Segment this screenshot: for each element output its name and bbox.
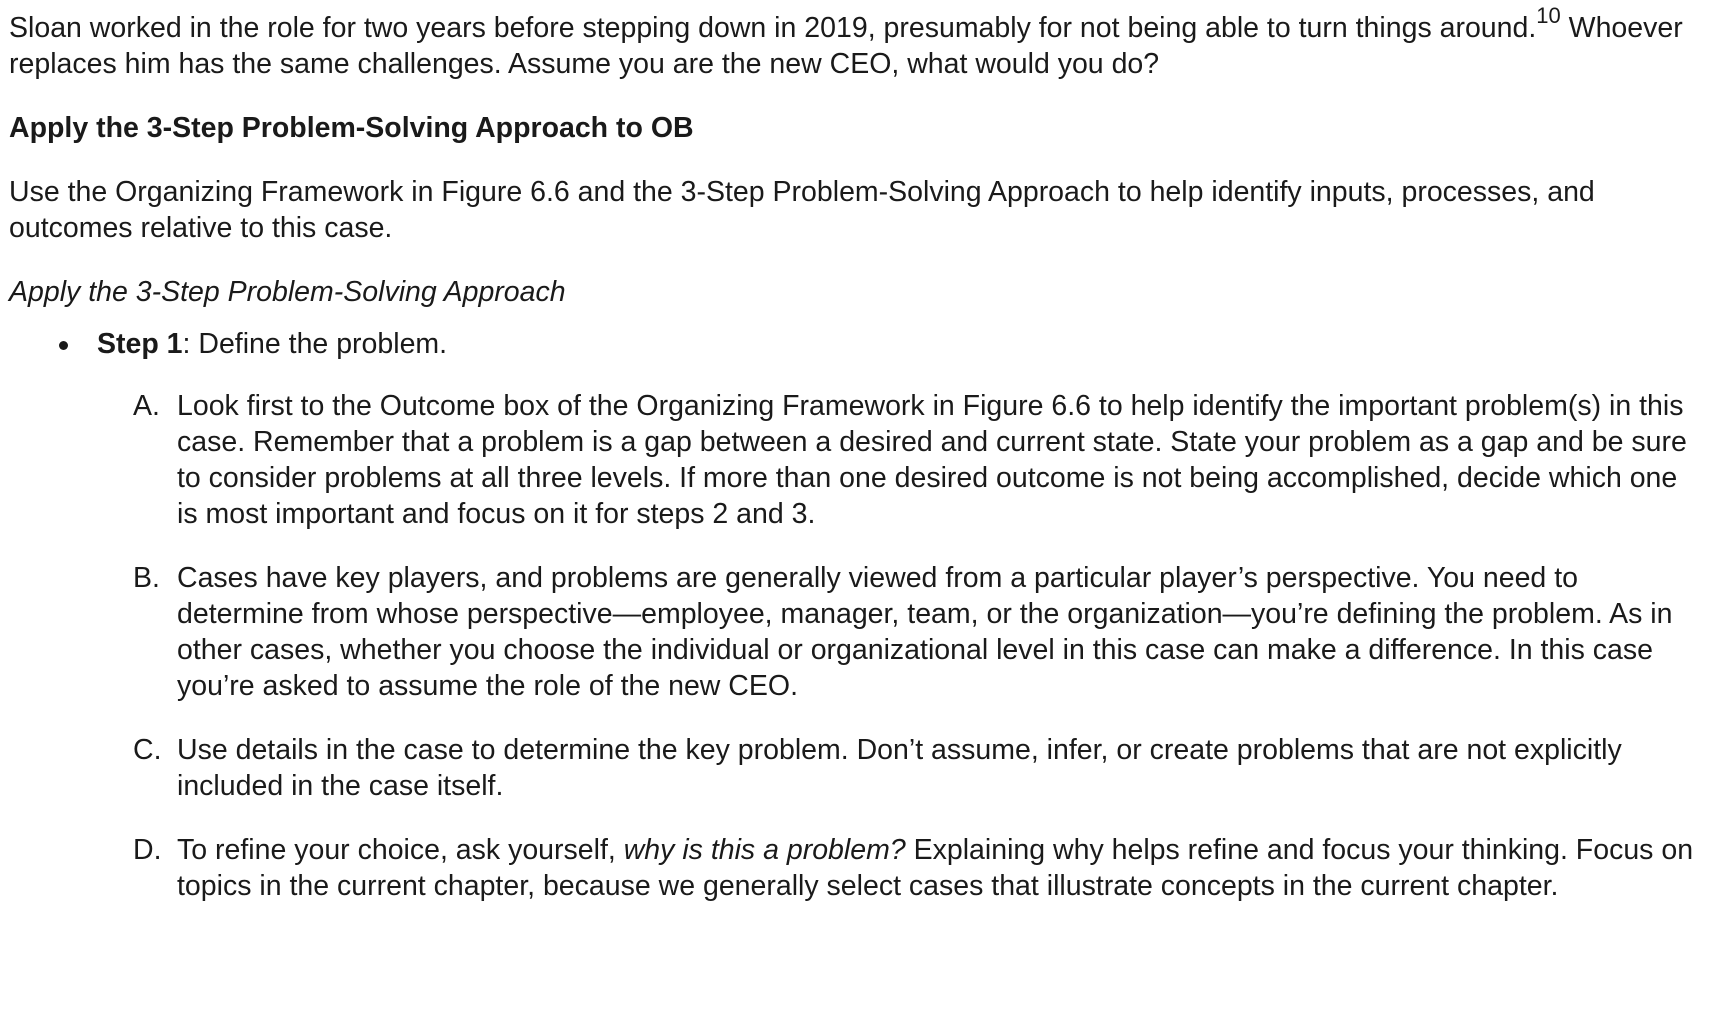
steps-list — [9, 326, 1704, 904]
step-1-text: : Define the problem. — [182, 328, 448, 360]
list-text-d-end: Explaining why helps refine and focus your thinking. Focus on topics in the current chapter, because we generally select cases that illustrate concepts in the current chapter. — [177, 834, 1694, 902]
step-1-label: Step 1 — [97, 328, 183, 360]
intro-text: Sloan worked in the role for two years before stepping down in 2019, presumably for not being able to turn things around. — [9, 12, 1537, 44]
list-letter-d: D. — [133, 834, 162, 866]
list-item-b — [133, 560, 1704, 704]
intro-paragraph — [9, 2, 1704, 82]
bullet-icon — [59, 341, 68, 350]
section-heading: Apply the 3-Step Problem-Solving Approach to OB — [9, 112, 694, 144]
list-letter-a: A. — [133, 390, 160, 422]
step-1-line — [97, 326, 1704, 362]
intro-text-continued: Whoever replaces him has the same challenges. Assume you are the new CEO, what would you do? — [9, 12, 1683, 80]
step-1-item — [59, 326, 1704, 904]
list-text-c: Use details in the case to determine the key problem. Don’t assume, infer, or create problems that are not explicitly included in the case itself. — [177, 734, 1622, 802]
list-text-a: Look first to the Outcome box of the Organizing Framework in Figure 6.6 to help identify the important problem(s) in this case. Remember that a problem is a gap between a desired and current state. State your problem as a gap and be sure to consider problems at all three levels. If more than one desired outcome is not being accomplished, decide which one is most important and focus on it for steps 2 and 3. — [177, 390, 1687, 530]
list-item-d — [133, 832, 1704, 904]
list-text-d-start: To refine your choice, ask yourself, — [177, 834, 624, 866]
approach-subheading: Apply the 3-Step Problem-Solving Approach — [9, 276, 566, 308]
framework-paragraph: Use the Organizing Framework in Figure 6.6 and the 3-Step Problem-Solving Approach to help identify inputs, processes, and outcomes relative to this case. — [9, 176, 1595, 244]
list-letter-c: C. — [133, 734, 162, 766]
list-item-a — [133, 388, 1704, 532]
list-text-b: Cases have key players, and problems are generally viewed from a particular player’s perspective. You need to determine from whose perspective—employee, manager, team, or the organization—you’re defining the problem. As in other cases, whether you choose the individual or organizational level in this case can make a difference. In this case you’re asked to assume the role of the new CEO. — [177, 562, 1673, 702]
list-letter-b: B. — [133, 562, 160, 594]
step-1-sublist — [97, 388, 1704, 904]
list-item-c — [133, 732, 1704, 804]
list-text-d — [177, 834, 1693, 902]
list-text-d-emphasis: why is this a problem? — [623, 834, 906, 866]
footnote-reference[interactable]: 10 — [1536, 2, 1561, 28]
